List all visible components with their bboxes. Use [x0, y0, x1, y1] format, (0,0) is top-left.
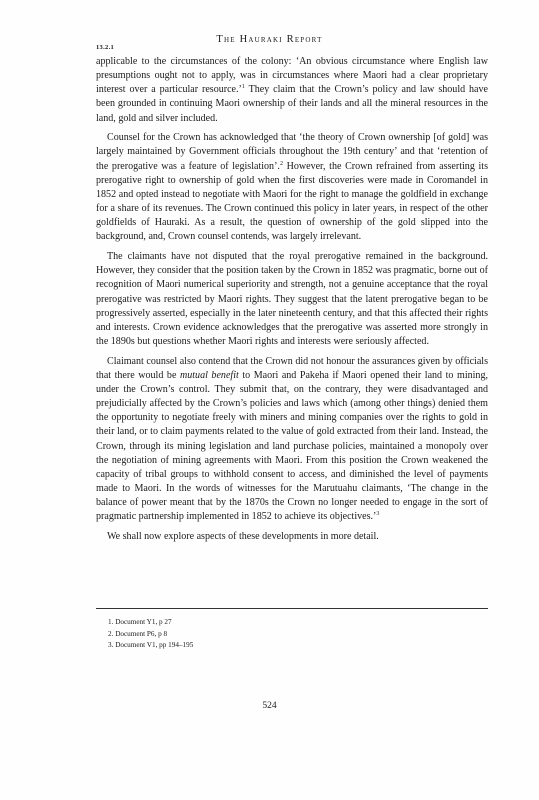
footnote-1: 1. Document Y1, p 27 [108, 618, 172, 626]
paragraph-3: The claimants have not disputed that the royal prerogative remained in the background. However, they consider that the position taken by the Crown in 1852 was pragmatic, borne out of recognition of Maori numerical superiority and strength, not a genuine acceptance that the royal prerogative was restricted by Maori rights. They suggest that the latent prerogative began to be progressively asserted, especially in the later nineteenth century, and that this affected their rights and interests. Crown evidence acknowledges that the prerogative was asserted more strongly in the 1890s but questions whether Maori rights and interests were seriously affected. [96, 251, 488, 347]
paragraph-1-text: applicable to the circumstances of the colony: ‘An obvious circumstance where English law presumptions ought not to apply, was in circumstances where Maori had a clear proprietary interest over a particular resource.’ [96, 56, 488, 96]
paragraph-2-rest: However, the Crown refrained from asserting its prerogative right to ownership of gold when the first discoveries were made in Coromandel in 1852 and opted instead to negotiate with Maori for the right to manage the goldfield in exchange for a share of its revenues. The Crown continued this policy in later years, in respect of the other goldfields of Hauraki. As a result, the question of ownership of the gold slipped into the background, and, Crown counsel contends, was largely irrelevant. [96, 160, 488, 243]
footnote-3: 3. Document V1, pp 194–195 [108, 641, 194, 650]
footnote-divider [96, 608, 488, 609]
footnote-ref-1: 1 [241, 84, 245, 91]
footnote-2: 2. Document P6, p 8 [108, 629, 168, 638]
paragraph-1-rest: They claim that the Crown’s policy and law should have been grounded in continuing Maori ownership of their lands and all the mineral resources in the land, gold and silver included. [96, 84, 489, 124]
paragraph-2 [96, 131, 488, 244]
body-text [96, 55, 488, 550]
footnote-ref-3: 3 [376, 511, 380, 518]
footnote-ref-2: 2 [279, 160, 283, 167]
running-head-title: The Hauraki Report [216, 34, 323, 45]
paragraph-4-emphasis: mutual benefit [179, 369, 239, 381]
paragraph-2-text: Counsel for the Crown has acknowledged that ‘the theory of Crown ownership [of gold] was largely maintained by Government officials throughout the 19th century’ and that ‘retention of the prerogative was a feature of legislation’. [96, 132, 488, 172]
footnotes [108, 617, 488, 652]
paragraph-4-text-before: Claimant counsel also contend that the Crown did not honour the assurances given by officials that there would be [96, 355, 488, 381]
page-number: 524 [262, 701, 277, 711]
paragraph-4 [96, 355, 488, 525]
paragraph-4-text-after: to Maori and Pakeha if Maori opened their land to mining, under the Crown’s control. They submit that, on the contrary, they were disadvantaged and prejudicially affected by the Crown’s policies and laws which (among other things) denied them the opportunity to negotiate freely with miners and mining companies over the rights to gold in their land, or to claim payments related to the value of gold extracted from their land. Instead, the Crown, through its mining legislation and land purchase policies, maintained a monopoly over the negotiation of mining agreements with Maori. From this position the Crown weakened the capacity of tribal groups to withhold consent to access, and diminished the level of payments made to Maori. In the words of witnesses for the Marutuahu claimants, ‘The change in the balance of power meant that by the 1870s the Crown no longer needed to engage in the sort of pragmatic partnership implemented in 1852 to achieve its objectives.’ [96, 369, 488, 523]
section-number: 13.2.1 [96, 44, 115, 51]
paragraph-1 [96, 55, 488, 126]
paragraph-5: We shall now explore aspects of these developments in more detail. [107, 531, 379, 542]
